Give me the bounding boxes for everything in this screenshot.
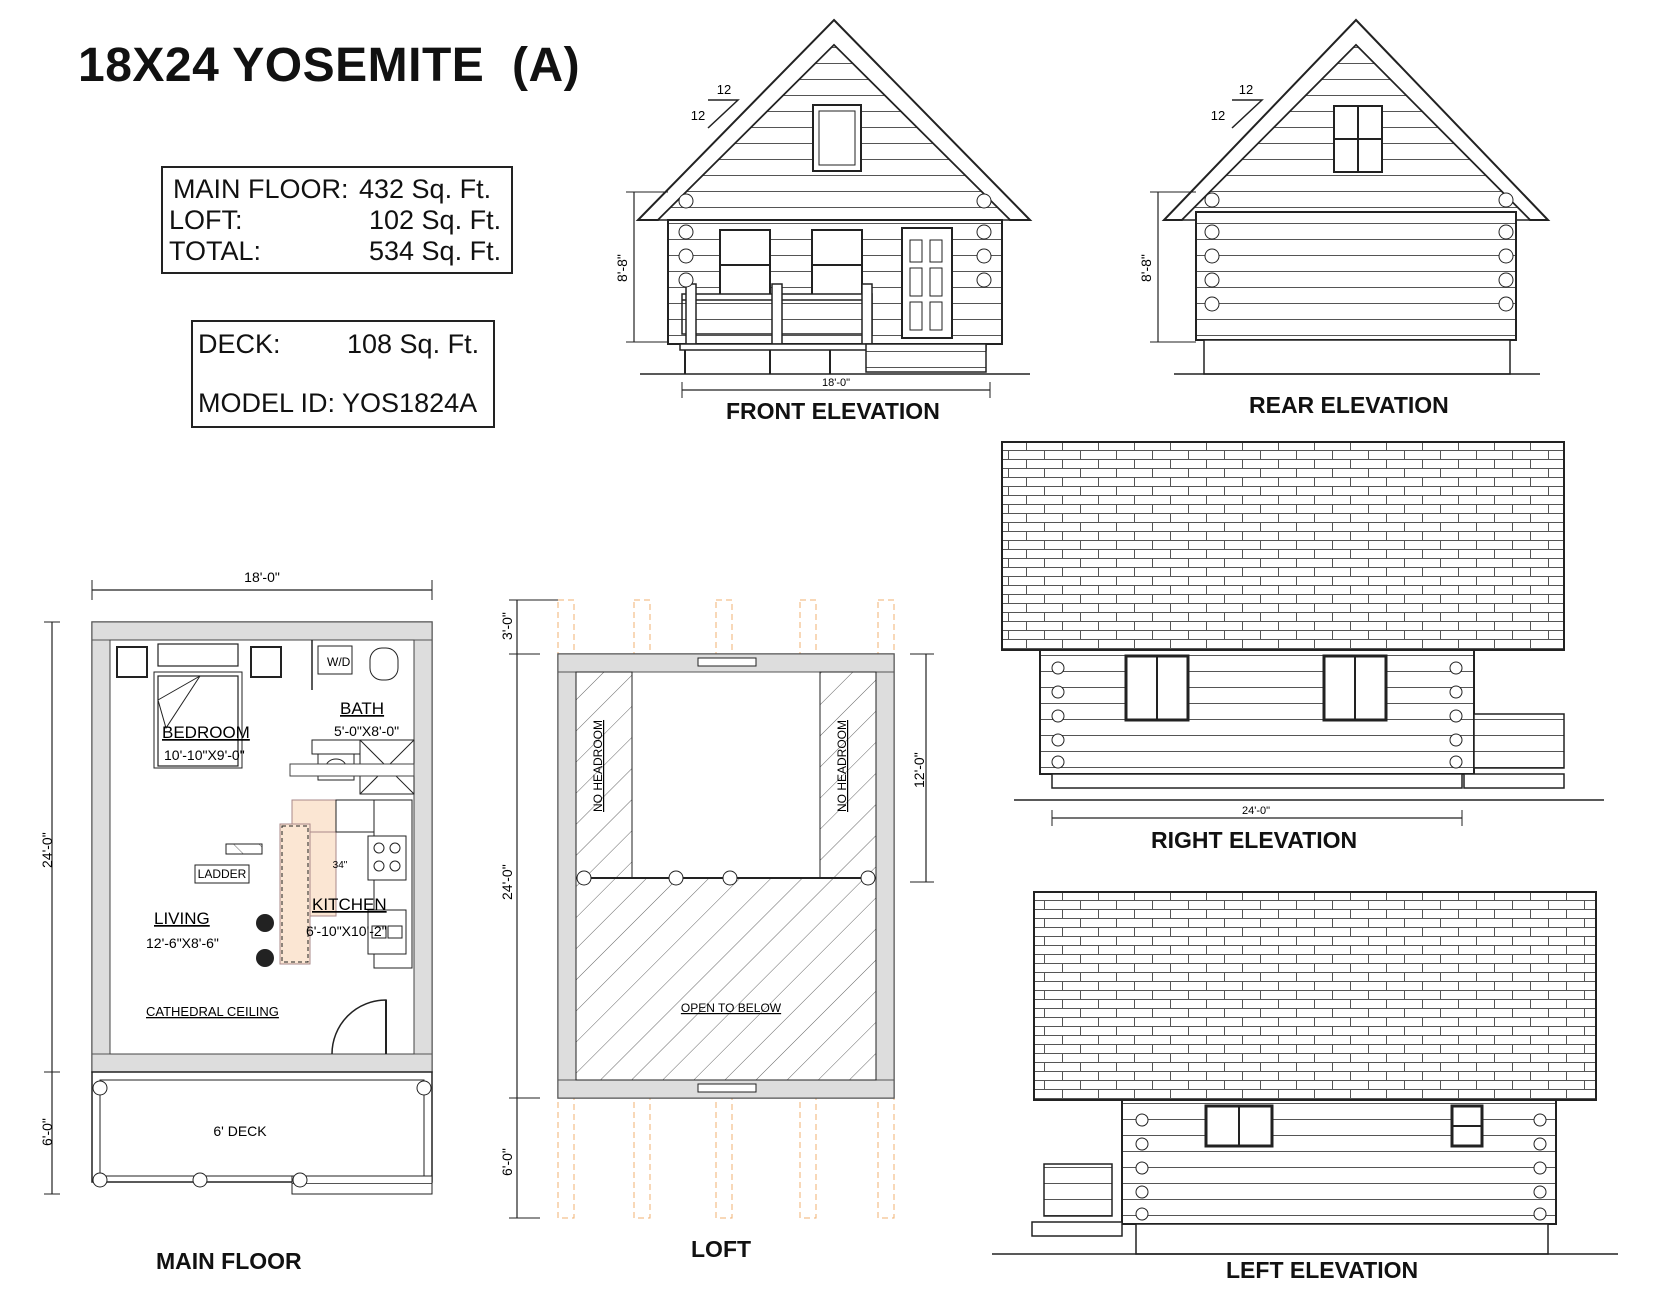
- main-floor-label: MAIN FLOOR:: [173, 174, 349, 204]
- front-width-dim: 18'-0": [821, 377, 851, 389]
- main-floor-label-title: MAIN FLOOR: [156, 1248, 302, 1274]
- counter-dim: 34": [332, 860, 348, 871]
- living-size: 12'-6"X8'-6": [146, 935, 219, 951]
- right-elevation: [1002, 442, 1604, 826]
- front-height-dim: 8'-8": [614, 254, 630, 282]
- rear-elevation-label: REAR ELEVATION: [1249, 392, 1449, 418]
- loft-bottom-dim: 6'-0": [499, 1148, 515, 1176]
- deck-room-label: 6' DECK: [213, 1123, 267, 1139]
- rear-pitch-rise: 12: [1210, 108, 1226, 123]
- cathedral-ceiling-label: CATHEDRAL CEILING: [146, 1004, 279, 1019]
- living-label: LIVING: [154, 909, 210, 928]
- kitchen-label: KITCHEN: [312, 895, 387, 914]
- bath-label: BATH: [340, 699, 385, 718]
- loft-right-dim: 12'-0": [911, 752, 927, 788]
- main-depth-dim: 24'-0": [39, 832, 55, 868]
- deck-area: 108 Sq. Ft.: [347, 329, 480, 359]
- bedroom-label: BEDROOM: [162, 723, 250, 742]
- front-pitch-run: 12: [716, 82, 732, 97]
- loft-plan: [499, 600, 934, 1218]
- wd-label: W/D: [327, 655, 351, 669]
- rear-elevation: [1138, 20, 1548, 374]
- no-headroom-right: NO HEADROOM: [835, 719, 849, 812]
- total-label: TOTAL:: [169, 236, 262, 266]
- front-pitch-rise: 12: [690, 108, 706, 123]
- left-elevation-label: LEFT ELEVATION: [1226, 1257, 1419, 1283]
- model-id: MODEL ID: YOS1824A: [198, 388, 478, 418]
- loft-main-dim: 24'-0": [499, 864, 515, 900]
- total-area: 534 Sq. Ft.: [369, 236, 502, 266]
- rear-pitch-run: 12: [1238, 82, 1254, 97]
- right-width-dim: 24'-0": [1241, 805, 1271, 817]
- bath-size: 5'-0"X8'-0": [334, 723, 400, 739]
- loft-area: 102 Sq. Ft.: [369, 205, 502, 235]
- ladder-label: LADDER: [197, 867, 247, 881]
- main-floor-area: 432 Sq. Ft.: [359, 174, 492, 204]
- left-elevation: [992, 892, 1618, 1254]
- loft-label: LOFT:: [169, 205, 243, 235]
- bedroom-size: 10'-10"X9'-0": [164, 747, 245, 763]
- main-deck-dim: 6'-0": [39, 1118, 55, 1146]
- deck-label: DECK:: [198, 329, 281, 359]
- no-headroom-left: NO HEADROOM: [591, 719, 605, 812]
- open-to-below-label: OPEN TO BELOW: [680, 1001, 782, 1015]
- main-floor-plan: [39, 569, 432, 1194]
- main-width-dim: 18'-0": [244, 569, 280, 585]
- loft-label-title: LOFT: [691, 1236, 752, 1262]
- front-elevation: [614, 20, 1030, 398]
- kitchen-size: 6'-10"X10'-2": [306, 923, 387, 939]
- loft-top-dim: 3'-0": [499, 612, 515, 640]
- front-elevation-label: FRONT ELEVATION: [726, 398, 940, 424]
- plan-title: 18X24 YOSEMITE (A): [78, 39, 581, 92]
- right-elevation-label: RIGHT ELEVATION: [1151, 827, 1358, 853]
- rear-height-dim: 8'-8": [1138, 254, 1154, 282]
